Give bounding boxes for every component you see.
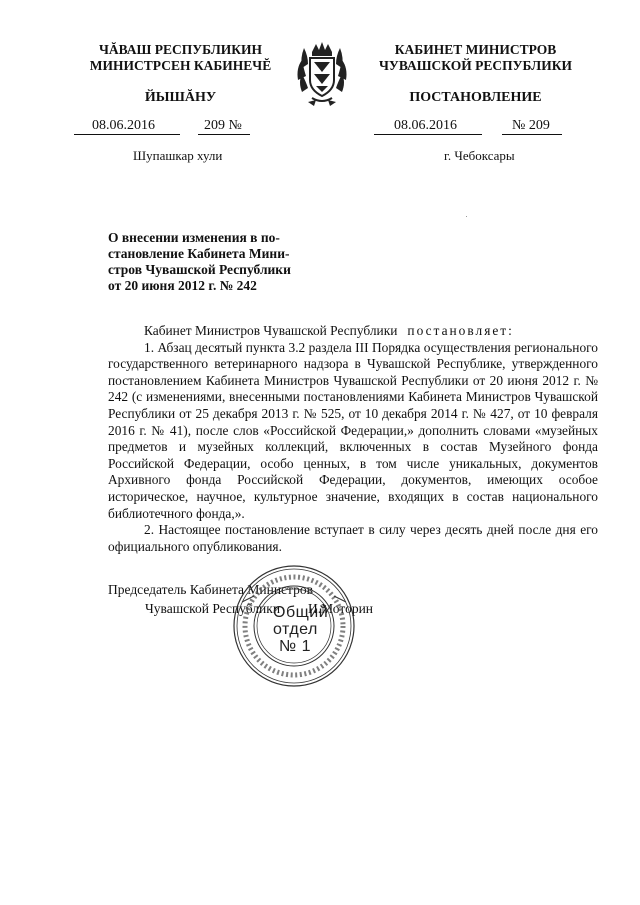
date-line-left xyxy=(74,118,274,136)
header-left xyxy=(78,42,283,74)
scan-speck xyxy=(466,216,467,217)
signatory-name: И.Моторин xyxy=(308,601,374,616)
header-right xyxy=(368,42,583,74)
header-right-line1: КАБИНЕТ МИНИСТРОВ xyxy=(394,42,557,57)
intro-text: Кабинет Министров Чувашской Республики xyxy=(144,323,398,338)
header-right-line2: ЧУВАШСКОЙ РЕСПУБЛИКИ xyxy=(379,58,572,73)
subject-line: становление Кабинета Мини- xyxy=(108,246,290,261)
stamp-line: Общий xyxy=(273,604,329,621)
intro-paragraph xyxy=(108,323,598,340)
stamp-line: отдел xyxy=(273,621,318,638)
date-left: 08.06.2016 xyxy=(92,118,155,133)
paragraph-2: 2. Настоящее постановление вступает в силу через десять дней после дня его официального опубликования. xyxy=(108,522,598,554)
stamp-center-text xyxy=(273,604,329,655)
signature-title-line2: Чувашской Республики xyxy=(145,601,281,616)
header-left-line2: МИНИСТРСЕН КАБИНЕЧĔ xyxy=(89,58,272,73)
city-right: г. Чебоксары xyxy=(444,148,515,163)
paragraph-1: 1. Абзац десятый пункта 3.2 раздела III Порядка осуществления регионального государственного ветеринарного надзора в Чувашской Республике, утвержденного постановлением Кабинета Министров Чувашской Республики от 20 июня 2012 г. № 242 (с изменениями, внесенными постановлениями Кабинета Министров Чувашской Республики от 25 декабря 2013 г. № 525, от 10 декабря 2014 г. № 427, от 10 февраля 2016 г. № 41), после слов «Российской Федерации,» дополнить словами «музейных предметов и музейных коллекций, включенных в состав Музейного фонда Российской Федерации, особо ценных, в том числе уникальных, документов Архивного фонда Российской Федерации, документов, имеющих особое историческое, научное, культурное значение, входящих в состав национального библиотечного фонда,». xyxy=(108,339,598,521)
doc-type-right: ПОСТАНОВЛЕНИЕ xyxy=(409,90,542,105)
subject-line: стров Чувашской Республики xyxy=(108,262,291,277)
date-underline-right xyxy=(374,134,482,135)
doc-type-left: ЙЫШĂНУ xyxy=(144,90,217,105)
subject-line: О внесении изменения в по- xyxy=(108,230,280,245)
number-underline-right xyxy=(502,134,562,135)
coat-of-arms-icon xyxy=(294,38,350,108)
document-subject xyxy=(108,230,308,294)
number-underline-left xyxy=(198,134,250,135)
number-right: № 209 xyxy=(512,118,550,133)
date-line-right xyxy=(374,118,574,136)
document-body xyxy=(108,323,598,555)
date-right: 08.06.2016 xyxy=(394,118,457,133)
date-underline-left xyxy=(74,134,180,135)
intro-decree-word: постановляет: xyxy=(407,323,514,338)
subject-line: от 20 июня 2012 г. № 242 xyxy=(108,278,257,293)
stamp-line: № 1 xyxy=(278,638,311,655)
signature-title-line1: Председатель Кабинета Министров xyxy=(108,582,313,597)
header-left-line1: ЧĂВАШ РЕСПУБЛИКИН xyxy=(98,42,263,57)
city-left: Шупашкар хули xyxy=(133,148,223,163)
number-left: 209 № xyxy=(204,118,242,133)
